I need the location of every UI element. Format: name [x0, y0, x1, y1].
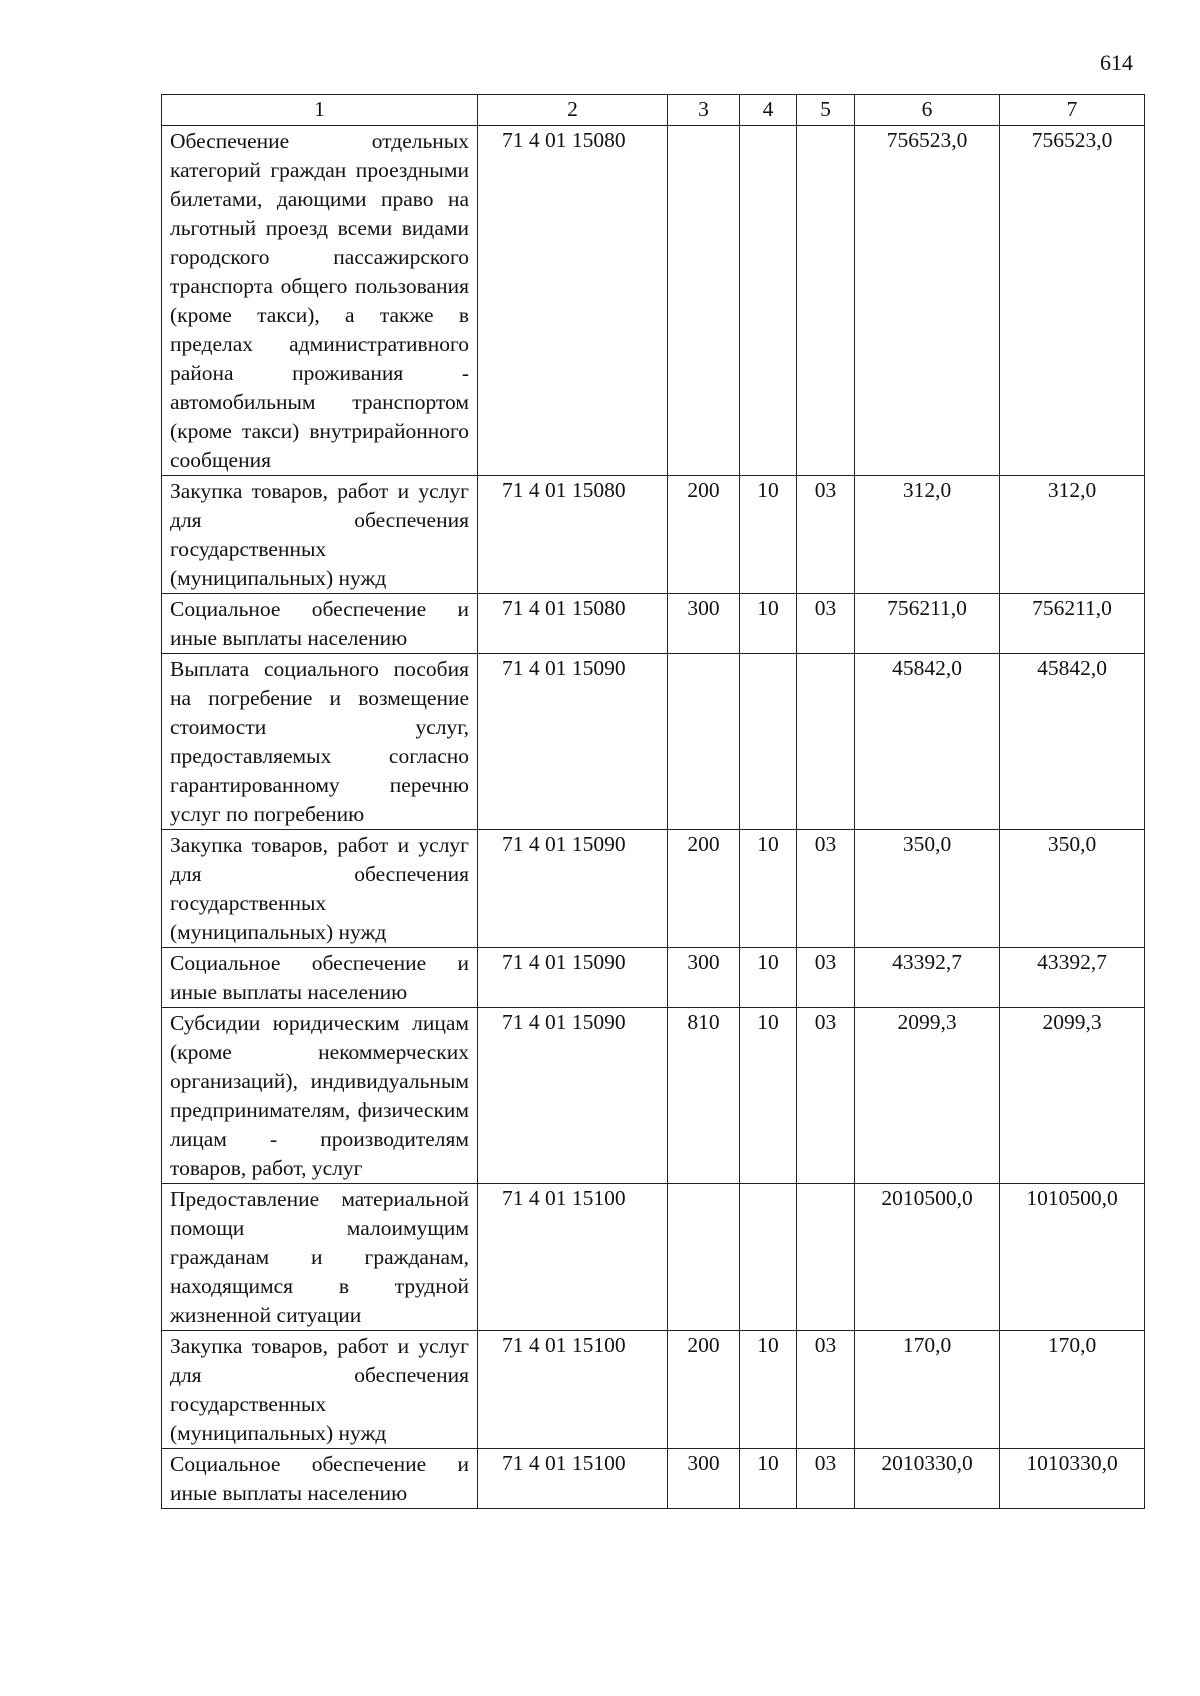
- col4-cell: [740, 126, 797, 476]
- col3-cell: 810: [668, 1008, 740, 1184]
- item-name-cell: Предоставление материальной помощи малоимущим гражданам и гражданам, находящимся в трудной жизненной ситуации: [162, 1184, 478, 1331]
- page-number: 614: [1100, 50, 1133, 75]
- col4-cell: [740, 1184, 797, 1331]
- amount-col7-cell: 43392,7: [1000, 948, 1145, 1008]
- table-row: [162, 830, 1145, 948]
- table-row: [162, 948, 1145, 1008]
- col5-cell: 03: [797, 476, 855, 594]
- col3-cell: 200: [668, 476, 740, 594]
- col4-cell: 10: [740, 1449, 797, 1509]
- col5-cell: [797, 126, 855, 476]
- col5-cell: 03: [797, 830, 855, 948]
- item-name-cell: Обеспечение отдельных категорий граждан проездными билетами, дающими право на льготный проезд всеми видами городского пассажирского транспорта общего пользования (кроме такси), а также в пределах административного района проживания - автомобильным транспортом (кроме такси) внутрирайонного сообщения: [162, 126, 478, 476]
- amount-col6-cell: 312,0: [855, 476, 1000, 594]
- col4-cell: 10: [740, 594, 797, 654]
- amount-col6-cell: 2010500,0: [855, 1184, 1000, 1331]
- col4-cell: [740, 654, 797, 830]
- col3-cell: 300: [668, 594, 740, 654]
- amount-col6-cell: 2099,3: [855, 1008, 1000, 1184]
- amount-col6-cell: 756211,0: [855, 594, 1000, 654]
- item-code-cell: 71 4 01 15100: [478, 1184, 668, 1331]
- item-code-cell: 71 4 01 15090: [478, 654, 668, 830]
- column-header: 7: [1000, 95, 1145, 126]
- item-code-cell: 71 4 01 15100: [478, 1449, 668, 1509]
- table-row: [162, 654, 1145, 830]
- column-header: 6: [855, 95, 1000, 126]
- amount-col7-cell: 2099,3: [1000, 1008, 1145, 1184]
- item-name-cell: Социальное обеспечение и иные выплаты населению: [162, 1449, 478, 1509]
- amount-col6-cell: 45842,0: [855, 654, 1000, 830]
- table-row: [162, 1449, 1145, 1509]
- column-header: 5: [797, 95, 855, 126]
- col5-cell: 03: [797, 948, 855, 1008]
- table-row: [162, 476, 1145, 594]
- column-header: 2: [478, 95, 668, 126]
- item-code-cell: 71 4 01 15100: [478, 1331, 668, 1449]
- col5-cell: 03: [797, 594, 855, 654]
- col3-cell: 300: [668, 1449, 740, 1509]
- amount-col7-cell: 170,0: [1000, 1331, 1145, 1449]
- col3-cell: [668, 126, 740, 476]
- col3-cell: 300: [668, 948, 740, 1008]
- budget-table: [161, 94, 1145, 1509]
- amount-col7-cell: 45842,0: [1000, 654, 1145, 830]
- amount-col7-cell: 350,0: [1000, 830, 1145, 948]
- item-name-cell: Закупка товаров, работ и услуг для обеспечения государственных (муниципальных) нужд: [162, 476, 478, 594]
- item-name-cell: Социальное обеспечение и иные выплаты населению: [162, 594, 478, 654]
- item-name-cell: Выплата социального пособия на погребение и возмещение стоимости услуг, предоставляемых согласно гарантированному перечню услуг по погребению: [162, 654, 478, 830]
- item-name-cell: Закупка товаров, работ и услуг для обеспечения государственных (муниципальных) нужд: [162, 830, 478, 948]
- amount-col7-cell: 756523,0: [1000, 126, 1145, 476]
- amount-col7-cell: 312,0: [1000, 476, 1145, 594]
- table-row: [162, 1008, 1145, 1184]
- table-row: [162, 594, 1145, 654]
- col5-cell: [797, 1184, 855, 1331]
- col4-cell: 10: [740, 476, 797, 594]
- item-code-cell: 71 4 01 15080: [478, 476, 668, 594]
- amount-col7-cell: 756211,0: [1000, 594, 1145, 654]
- item-name-cell: Субсидии юридическим лицам (кроме некоммерческих организаций), индивидуальным предпринимателям, физическим лицам - производителям товаров, работ, услуг: [162, 1008, 478, 1184]
- table-row: [162, 126, 1145, 476]
- col3-cell: [668, 1184, 740, 1331]
- amount-col7-cell: 1010330,0: [1000, 1449, 1145, 1509]
- col4-cell: 10: [740, 830, 797, 948]
- column-header: 1: [162, 95, 478, 126]
- item-code-cell: 71 4 01 15090: [478, 948, 668, 1008]
- item-code-cell: 71 4 01 15080: [478, 126, 668, 476]
- column-header: 4: [740, 95, 797, 126]
- amount-col6-cell: 350,0: [855, 830, 1000, 948]
- amount-col6-cell: 170,0: [855, 1331, 1000, 1449]
- col3-cell: [668, 654, 740, 830]
- amount-col6-cell: 43392,7: [855, 948, 1000, 1008]
- col5-cell: 03: [797, 1008, 855, 1184]
- col4-cell: 10: [740, 1008, 797, 1184]
- amount-col6-cell: 756523,0: [855, 126, 1000, 476]
- item-code-cell: 71 4 01 15090: [478, 830, 668, 948]
- col5-cell: 03: [797, 1331, 855, 1449]
- col5-cell: [797, 654, 855, 830]
- amount-col6-cell: 2010330,0: [855, 1449, 1000, 1509]
- column-header: 3: [668, 95, 740, 126]
- table-row: [162, 1331, 1145, 1449]
- col4-cell: 10: [740, 1331, 797, 1449]
- col3-cell: 200: [668, 830, 740, 948]
- item-code-cell: 71 4 01 15080: [478, 594, 668, 654]
- item-name-cell: Закупка товаров, работ и услуг для обеспечения государственных (муниципальных) нужд: [162, 1331, 478, 1449]
- amount-col7-cell: 1010500,0: [1000, 1184, 1145, 1331]
- header-row: [162, 95, 1145, 126]
- item-code-cell: 71 4 01 15090: [478, 1008, 668, 1184]
- col4-cell: 10: [740, 948, 797, 1008]
- col5-cell: 03: [797, 1449, 855, 1509]
- table-row: [162, 1184, 1145, 1331]
- col3-cell: 200: [668, 1331, 740, 1449]
- item-name-cell: Социальное обеспечение и иные выплаты населению: [162, 948, 478, 1008]
